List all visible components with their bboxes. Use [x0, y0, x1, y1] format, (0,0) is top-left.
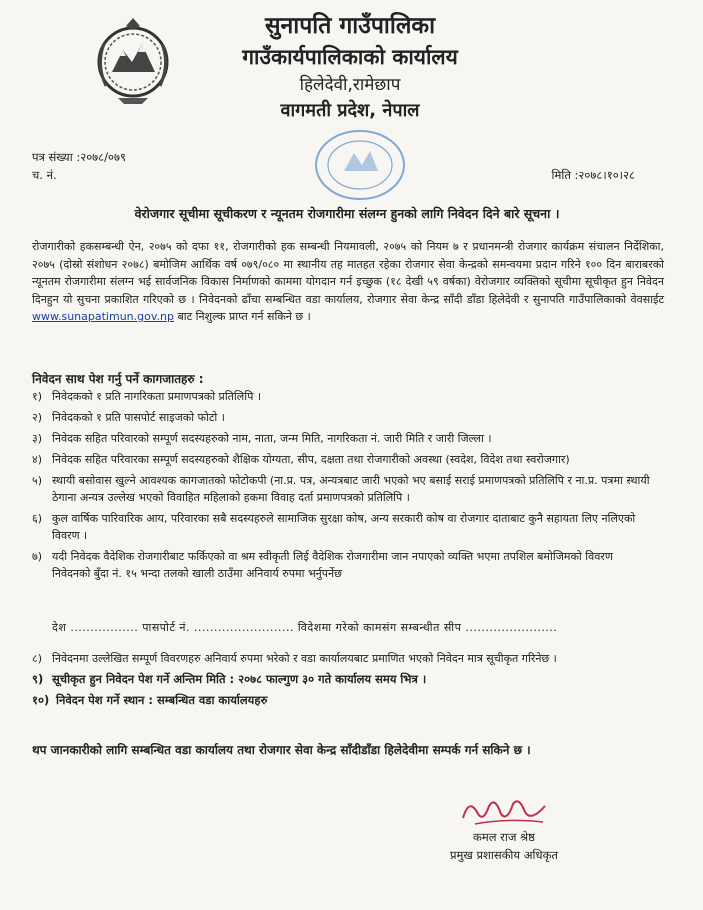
- item-text: निवेदकको १ प्रति पासपोर्ट साइजको फोटो ।: [52, 411, 225, 424]
- signatory-title: प्रमुख प्रशासकीय अधिकृत: [450, 848, 558, 862]
- documents-list-continued: [32, 650, 652, 713]
- item-number: ५): [32, 474, 43, 487]
- office-stamp-icon: [312, 125, 408, 205]
- list-item: [32, 388, 652, 405]
- nepal-emblem-icon: [90, 14, 176, 108]
- signatory-block: [450, 828, 558, 864]
- letterhead: [170, 10, 530, 124]
- item-number: ६): [32, 512, 43, 525]
- list-item: [32, 510, 652, 544]
- item-text: स्थायी बसोवास खुल्ने आवश्यक कागजातको फोटोकपी (ना.प्र. पत्र, अन्यत्रबाट जारी भएको भए बसाई सराई प्रमाणपत्रको प्रतिलिपि र ना.प्र. पत्रमा स्थायी ठेगाना अन्यत्र उल्लेख भएको विवाहित महिलाको हकमा विवाह दर्ता प्रमाणपत्रको प्रतिलिपि ।: [52, 474, 650, 504]
- list-item: [32, 451, 652, 468]
- documents-list: [32, 388, 652, 586]
- item-text: निवेदक सहित परिवारको सम्पूर्ण सदस्यहरुको नाम, नाता, जन्म मिति, नागरिकता नं. जारी मिति र जारी जिल्ला ।: [52, 432, 492, 445]
- signature-icon: [455, 792, 555, 832]
- office-name: गाउँकार्यपालिकाको कार्यालय: [242, 45, 458, 69]
- item-number: ३): [32, 432, 43, 445]
- office-location: हिलेदेवी,रामेछाप: [299, 75, 401, 95]
- list-item: [32, 430, 652, 447]
- item-number: १): [32, 390, 43, 403]
- letter-number: पत्र संख्या :२०७८/०७९: [32, 150, 126, 164]
- item-text: यदी निवेदक वैदेशिक रोजगारीबाट फर्किएको वा श्रम स्वीकृती लिई वैदेशिक रोजगारीमा जान नपाएको व्यक्ति भएमा तपशिल बमोजिमको विवरण निवेदनको बुँदा नं. १५ भन्दा तलको खाली ठाउँमा अनिवार्य रुपमा भर्नुपर्नेछ: [52, 550, 613, 580]
- item-number: २): [32, 411, 43, 424]
- item-text: निवेदकको १ प्रति नागरिकता प्रमाणपत्रको प्रतिलिपि ।: [52, 390, 262, 403]
- body-paragraph-end: बाट निशुल्क प्राप्त गर्न सकिने छ ।: [177, 310, 311, 323]
- municipality-name: सुनापति गाउँपालिका: [264, 13, 436, 39]
- notice-subject: वेरोजगार सूचीमा सूचीकरण र न्यूनतम रोजगारीमा संलग्न हुनको लागि निवेदन दिने बारे सूचना ।: [134, 206, 560, 221]
- province-name: वागमती प्रदेश, नेपाल: [280, 100, 420, 121]
- foreign-employment-blank-line: देश ................. पासपोर्ट नं. ......................... विदेशमा गरेको कामसंग सम्बन्धीत सीप .......................: [52, 621, 558, 634]
- item-text: सूचीकृत हुन निवेदन पेश गर्ने अन्तिम मिति : २०७८ फाल्गुण ३० गते कार्यालय समय भित्र ।: [52, 672, 427, 686]
- documents-title: निवेदन साथ पेश गर्नु पर्ने कागजातहरु :: [32, 372, 204, 386]
- item-number: ७): [32, 550, 43, 563]
- letter-date: मिति :२०७८।१०।२८: [551, 168, 635, 182]
- item-number: १०): [32, 693, 50, 707]
- dispatch-number: च. नं.: [32, 168, 57, 182]
- notice-body: [32, 238, 664, 326]
- list-item: [32, 650, 652, 667]
- item-text: निवेदक सहित परिवारका सम्पूर्ण सदस्यहरुको शैक्षिक योग्यता, सीप, दक्षता तथा रोजगारीको अवस्था (स्वदेश, विदेश तथा स्वरोजगार): [52, 453, 570, 466]
- item-number: ९): [32, 672, 44, 686]
- list-item: [32, 692, 652, 709]
- body-paragraph: रोजगारीको हकसम्बन्धी ऐन, २०७५ को दफा ११, रोजगारीको हक सम्बन्धी नियमावली, २०७५ को नियम ७ र प्रधानमन्त्री रोजगार कार्यक्रम संचालन निर्देशिका, २०७५ (दोस्रो संशोधन २०७८) बमोजिम आर्थिक वर्ष ०७९/०८० मा स्थानीय तह मातहत रहेका रोजगार सेवा केन्द्रको समन्वयमा प्रदान गरिने १०० दिन बाराबरको न्यूनतम रोजगारीमा संलग्न भई सार्वजनिक विकास निर्माणको काममा योगदान गर्न इच्छुक (१८ देखी ५९ वर्षका) वेरोजगार व्यक्तिको सूचीमा सूचीकृत हुन निवेदन दिनहुन यो सुचना प्रकाशित गरिएको छ । निवेदनको ढाँचा सम्बन्धित वडा कार्यालय, रोजगार सेवा केन्द्र साँदी डाँडा हिलेदेवी र सुनापति गाउँपालिकाको वेवसाईट: [32, 240, 664, 306]
- list-item: [32, 472, 652, 506]
- list-item: [32, 409, 652, 426]
- list-item: [32, 548, 652, 582]
- item-number: ८): [32, 652, 43, 665]
- list-item: [32, 671, 652, 688]
- contact-note: थप जानकारीको लागि सम्बन्धित वडा कार्यालय तथा रोजगार सेवा केन्द्र साँदीडाँडा हिलेदेवीमा सम्पर्क गर्न सकिने छ ।: [32, 743, 531, 757]
- website-link[interactable]: www.sunapatimun.gov.np: [32, 310, 174, 323]
- signatory-name: कमल राज श्रेष्ठ: [473, 830, 535, 844]
- item-text: निवेदनमा उल्लेखित सम्पूर्ण विवरणहरु अनिवार्य रुपमा भरेको र वडा कार्यालयबाट प्रमाणित भएको निवेदन मात्र सूचीकृत गरिनेछ ।: [52, 652, 557, 665]
- item-text: कुल वार्षिक पारिवारिक आय, परिवारका सबै सदस्यहरुले सामाजिक सुरक्षा कोष, अन्य सरकारी कोष वा रोजगार दाताबाट कुनै सहायता लिए नलिएको विवरण ।: [52, 512, 636, 542]
- item-number: ४): [32, 453, 43, 466]
- item-text: निवेदन पेश गर्ने स्थान : सम्बन्धित वडा कार्यालयहरु: [56, 693, 268, 707]
